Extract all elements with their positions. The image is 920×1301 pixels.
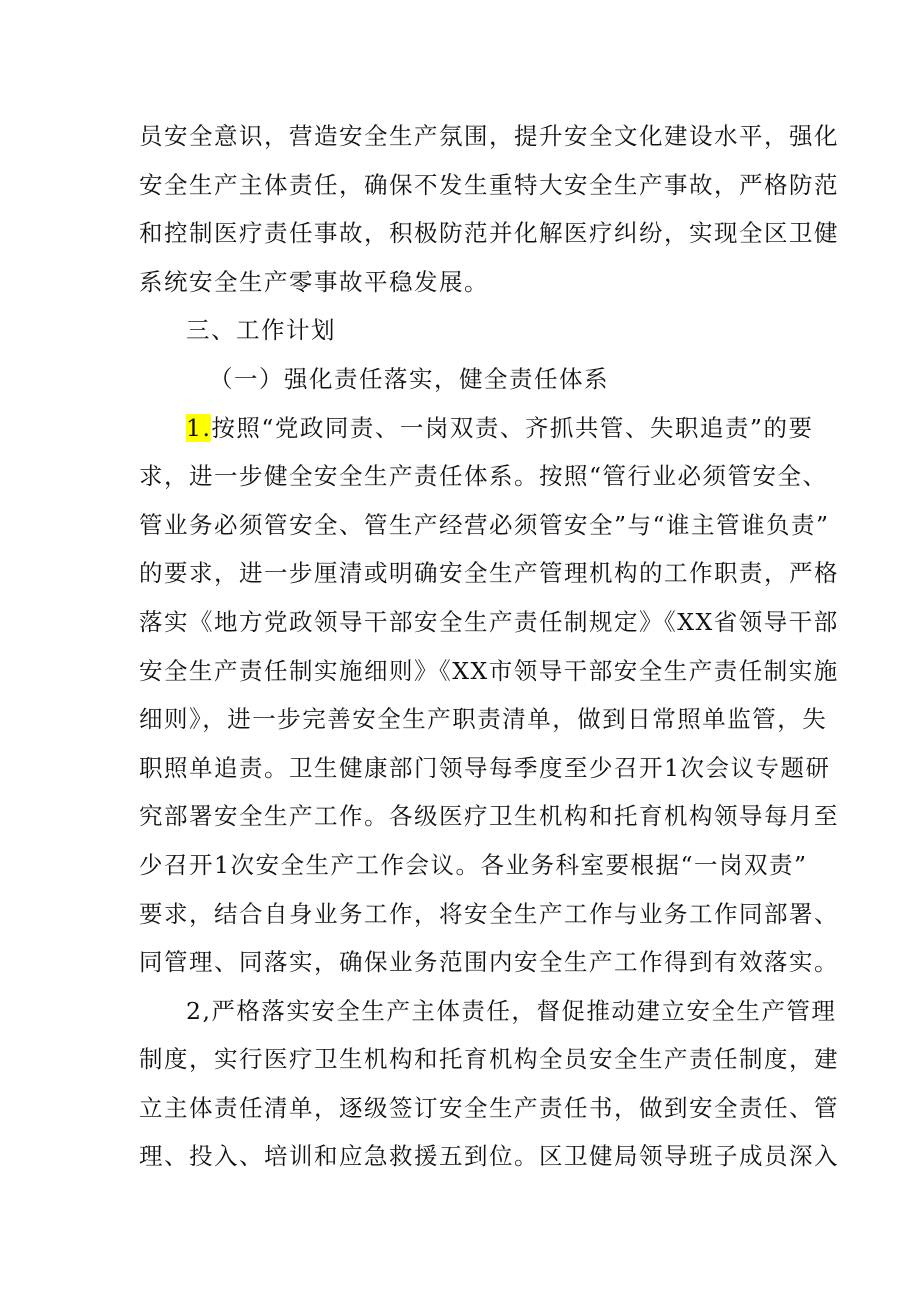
text-line: 职照单追责。卫生健康部门领导每季度至少召开1次会议专题研 (139, 753, 831, 782)
text-line: 少召开1次安全生产工作会议。各业务科室要根据“一岗双责” (139, 850, 808, 879)
text-line-first (139, 404, 814, 453)
text-line: 要求，结合自身业务工作，将安全生产工作与业务工作同部署、 (139, 899, 839, 928)
text-line: 安全生产主体责任，确保不发生重特大安全生产事故，严格防范 (139, 170, 839, 199)
text-line: 求，进一步健全安全生产责任体系。按照“管行业必须管安全、 (139, 462, 828, 491)
text-line: 安全生产责任制实施细则》《XX市领导干部安全生产责任制实施 (139, 656, 839, 685)
text-line: 和控制医疗责任事故，积极防范并化解医疗纠纷，实现全区卫健 (139, 219, 839, 248)
section-heading: 三、工作计划 (186, 316, 336, 345)
text-line: 细则》，进一步完善安全生产职责清单，做到日常照单监管，失 (139, 705, 828, 734)
text-line: 同管理、同落实，确保业务范围内安全生产工作得到有效落实。 (139, 948, 839, 977)
text-line: 落实《地方党政领导干部安全生产责任制规定》《XX省领导干部 (139, 607, 839, 636)
text-line: 究部署安全生产工作。各级医疗卫生机构和托育机构领导每月至 (139, 802, 839, 831)
text-line: 管业务必须管安全、管生产经营必须管安全”与“谁主管谁负责” (139, 510, 830, 539)
text-line-first: 2,严格落实安全生产主体责任，督促推动建立安全生产管理 (186, 996, 837, 1025)
document-body (139, 112, 839, 1181)
text-line: 理、投入、培训和应急救援五到位。区卫健局领导班子成员深入 (139, 1142, 839, 1171)
text-line: 的要求，进一步厘清或明确安全生产管理机构的工作职责，严格 (139, 559, 839, 588)
text-line: 制度，实行医疗卫生机构和托育机构全员安全生产责任制度，建 (139, 1045, 839, 1074)
text-line-rest: 按照“党政同责、一岗双责、齐抓共管、失职追责”的要 (211, 413, 814, 442)
text-line: 立主体责任清单，逐级签订安全生产责任书，做到安全责任、管 (139, 1093, 839, 1122)
text-line: 系统安全生产零事故平稳发展。 (139, 267, 489, 296)
highlighted-marker: 1. (186, 413, 212, 442)
text-line: 员安全意识，营造安全生产氛围，提升安全文化建设水平，强化 (139, 122, 839, 150)
subsection-heading: （一）强化责任落实，健全责任体系 (209, 364, 609, 393)
